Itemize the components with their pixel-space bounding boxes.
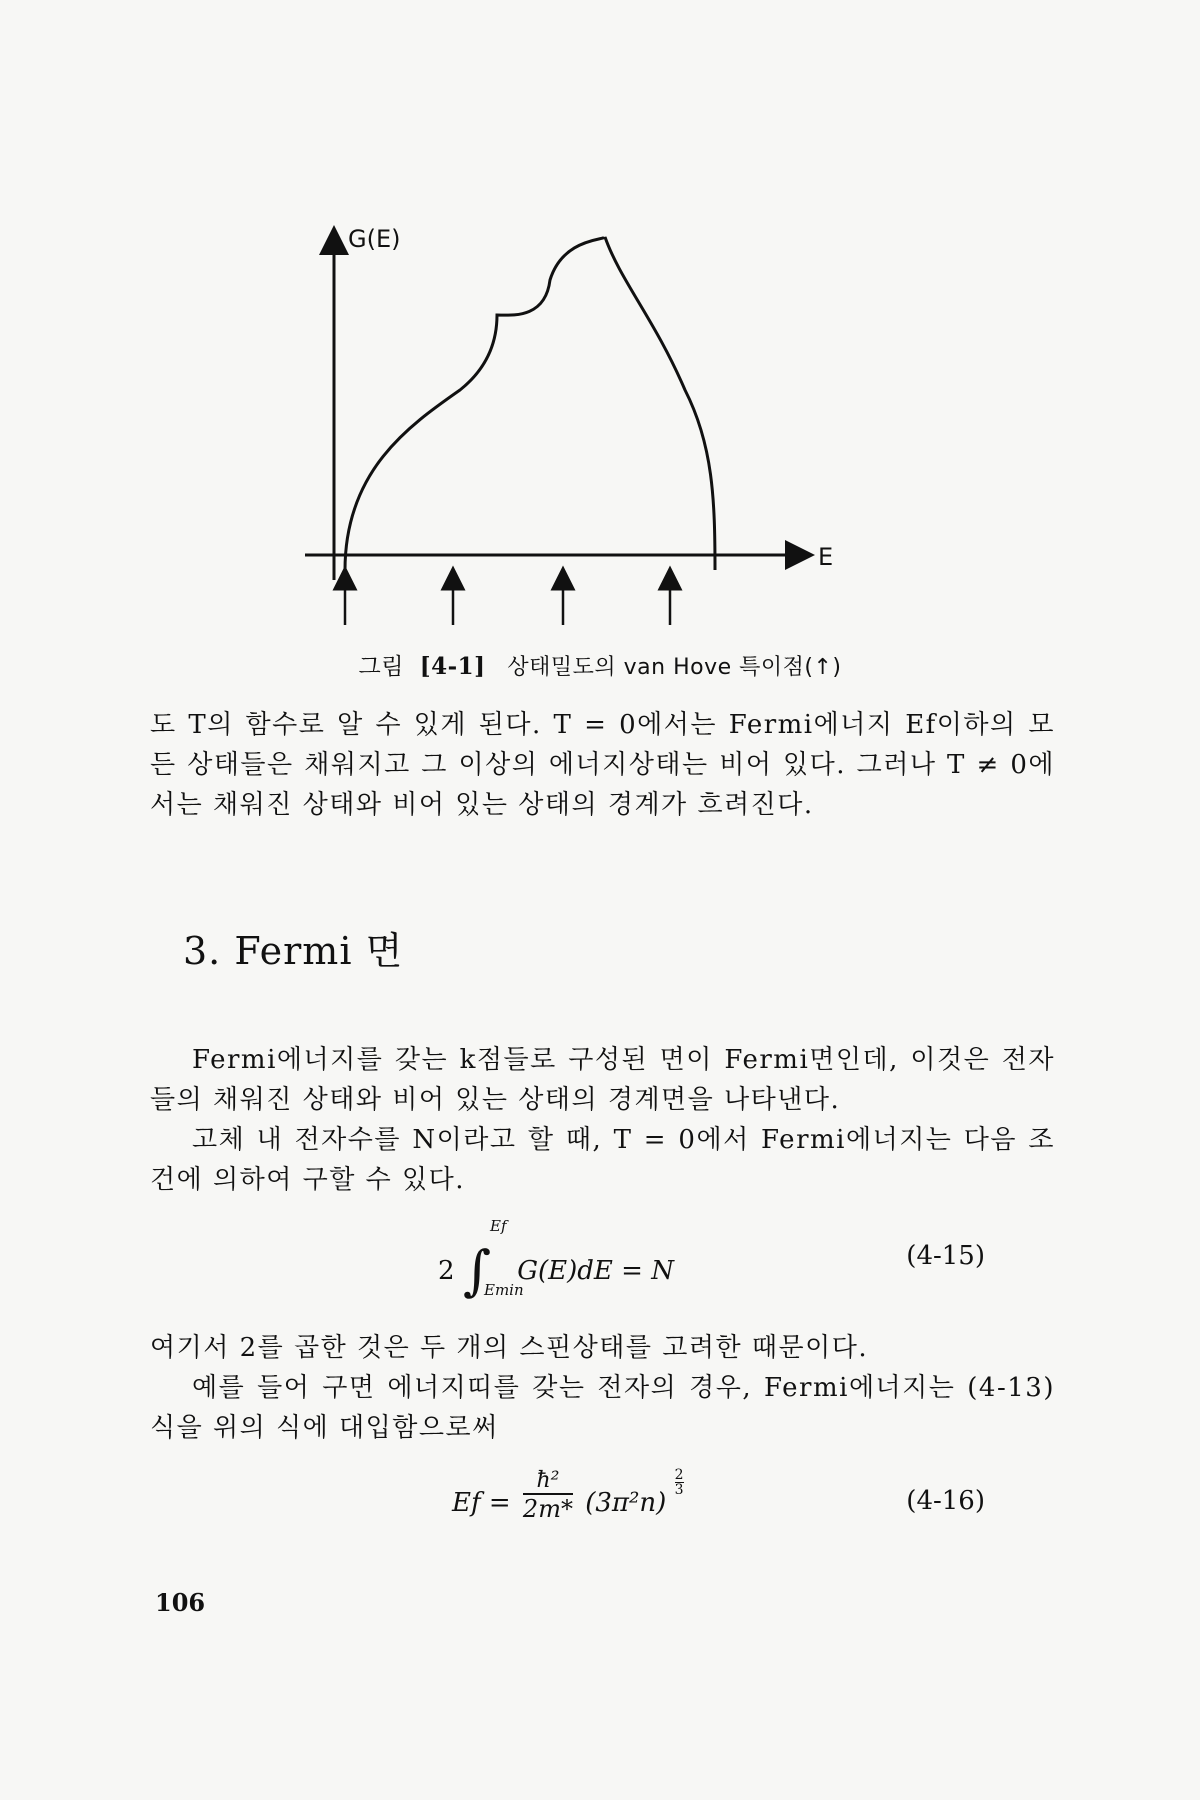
integral-sign: ∫ xyxy=(462,1239,491,1302)
caption-prefix: 그림 xyxy=(358,654,404,680)
y-axis-label: G(E) xyxy=(348,225,401,253)
section-title: Fermi 면 xyxy=(234,929,404,973)
x-axis-label: E xyxy=(818,543,834,571)
eq1-upper-limit: Ef xyxy=(490,1217,507,1235)
eq1-number: (4-15) xyxy=(906,1241,985,1271)
eq2-factor: (3π²n) xyxy=(585,1488,667,1518)
paragraph-5: 예를 들어 구면 에너지띠를 갖는 전자의 경우, Fermi에너지는 (4-13)식을 위의 식에 대입함으로써 xyxy=(150,1373,1055,1443)
eq2-denominator: 2m* xyxy=(522,1495,573,1523)
eq2-exponent-den: 3 xyxy=(674,1482,684,1498)
eq2-lhs: Ef = xyxy=(452,1488,511,1518)
eq2-number: (4-16) xyxy=(906,1486,985,1516)
section-number: 3. xyxy=(183,929,222,973)
eq2-fraction xyxy=(523,1468,573,1523)
eq1-lower-limit: Emin xyxy=(484,1281,524,1299)
section-heading xyxy=(183,920,403,975)
paragraph-1: 도 T의 함수로 알 수 있게 된다. T = 0에서는 Fermi에너지 Ef이하의 모든 상태들은 채워지고 그 이상의 에너지상태는 비어 있다. 그러나 T ≠ 0에서는 채워진 상태와 비어 있는 상태의 경계가 흐려진다. xyxy=(150,710,1055,820)
caption-number: [4-1] xyxy=(419,653,486,680)
eq2-exponent-num: 2 xyxy=(674,1467,684,1483)
figure-caption xyxy=(0,648,1200,681)
dos-curve xyxy=(345,237,715,570)
dos-figure xyxy=(290,225,850,645)
eq2-exponent xyxy=(675,1468,684,1497)
eq2-numerator: ħ² xyxy=(523,1468,573,1495)
paragraph-4: 여기서 2를 곱한 것은 두 개의 스핀상태를 고려한 때문이다. xyxy=(150,1333,869,1363)
eq1-coefficient: 2 xyxy=(438,1256,455,1286)
paragraph-2: Fermi에너지를 갖는 k점들로 구성된 면이 Fermi면인데, 이것은 전자들의 채워진 상태와 비어 있는 상태의 경계면을 나타낸다. xyxy=(150,1045,1055,1115)
page-number: 106 xyxy=(155,1588,206,1617)
paragraph-3: 고체 내 전자수를 N이라고 할 때, T = 0에서 Fermi에너지는 다음 조건에 의하여 구할 수 있다. xyxy=(150,1125,1055,1195)
caption-text: 상태밀도의 van Hove 특이점(↑) xyxy=(507,655,842,680)
eq1-integrand: G(E)dE = N xyxy=(517,1256,674,1286)
